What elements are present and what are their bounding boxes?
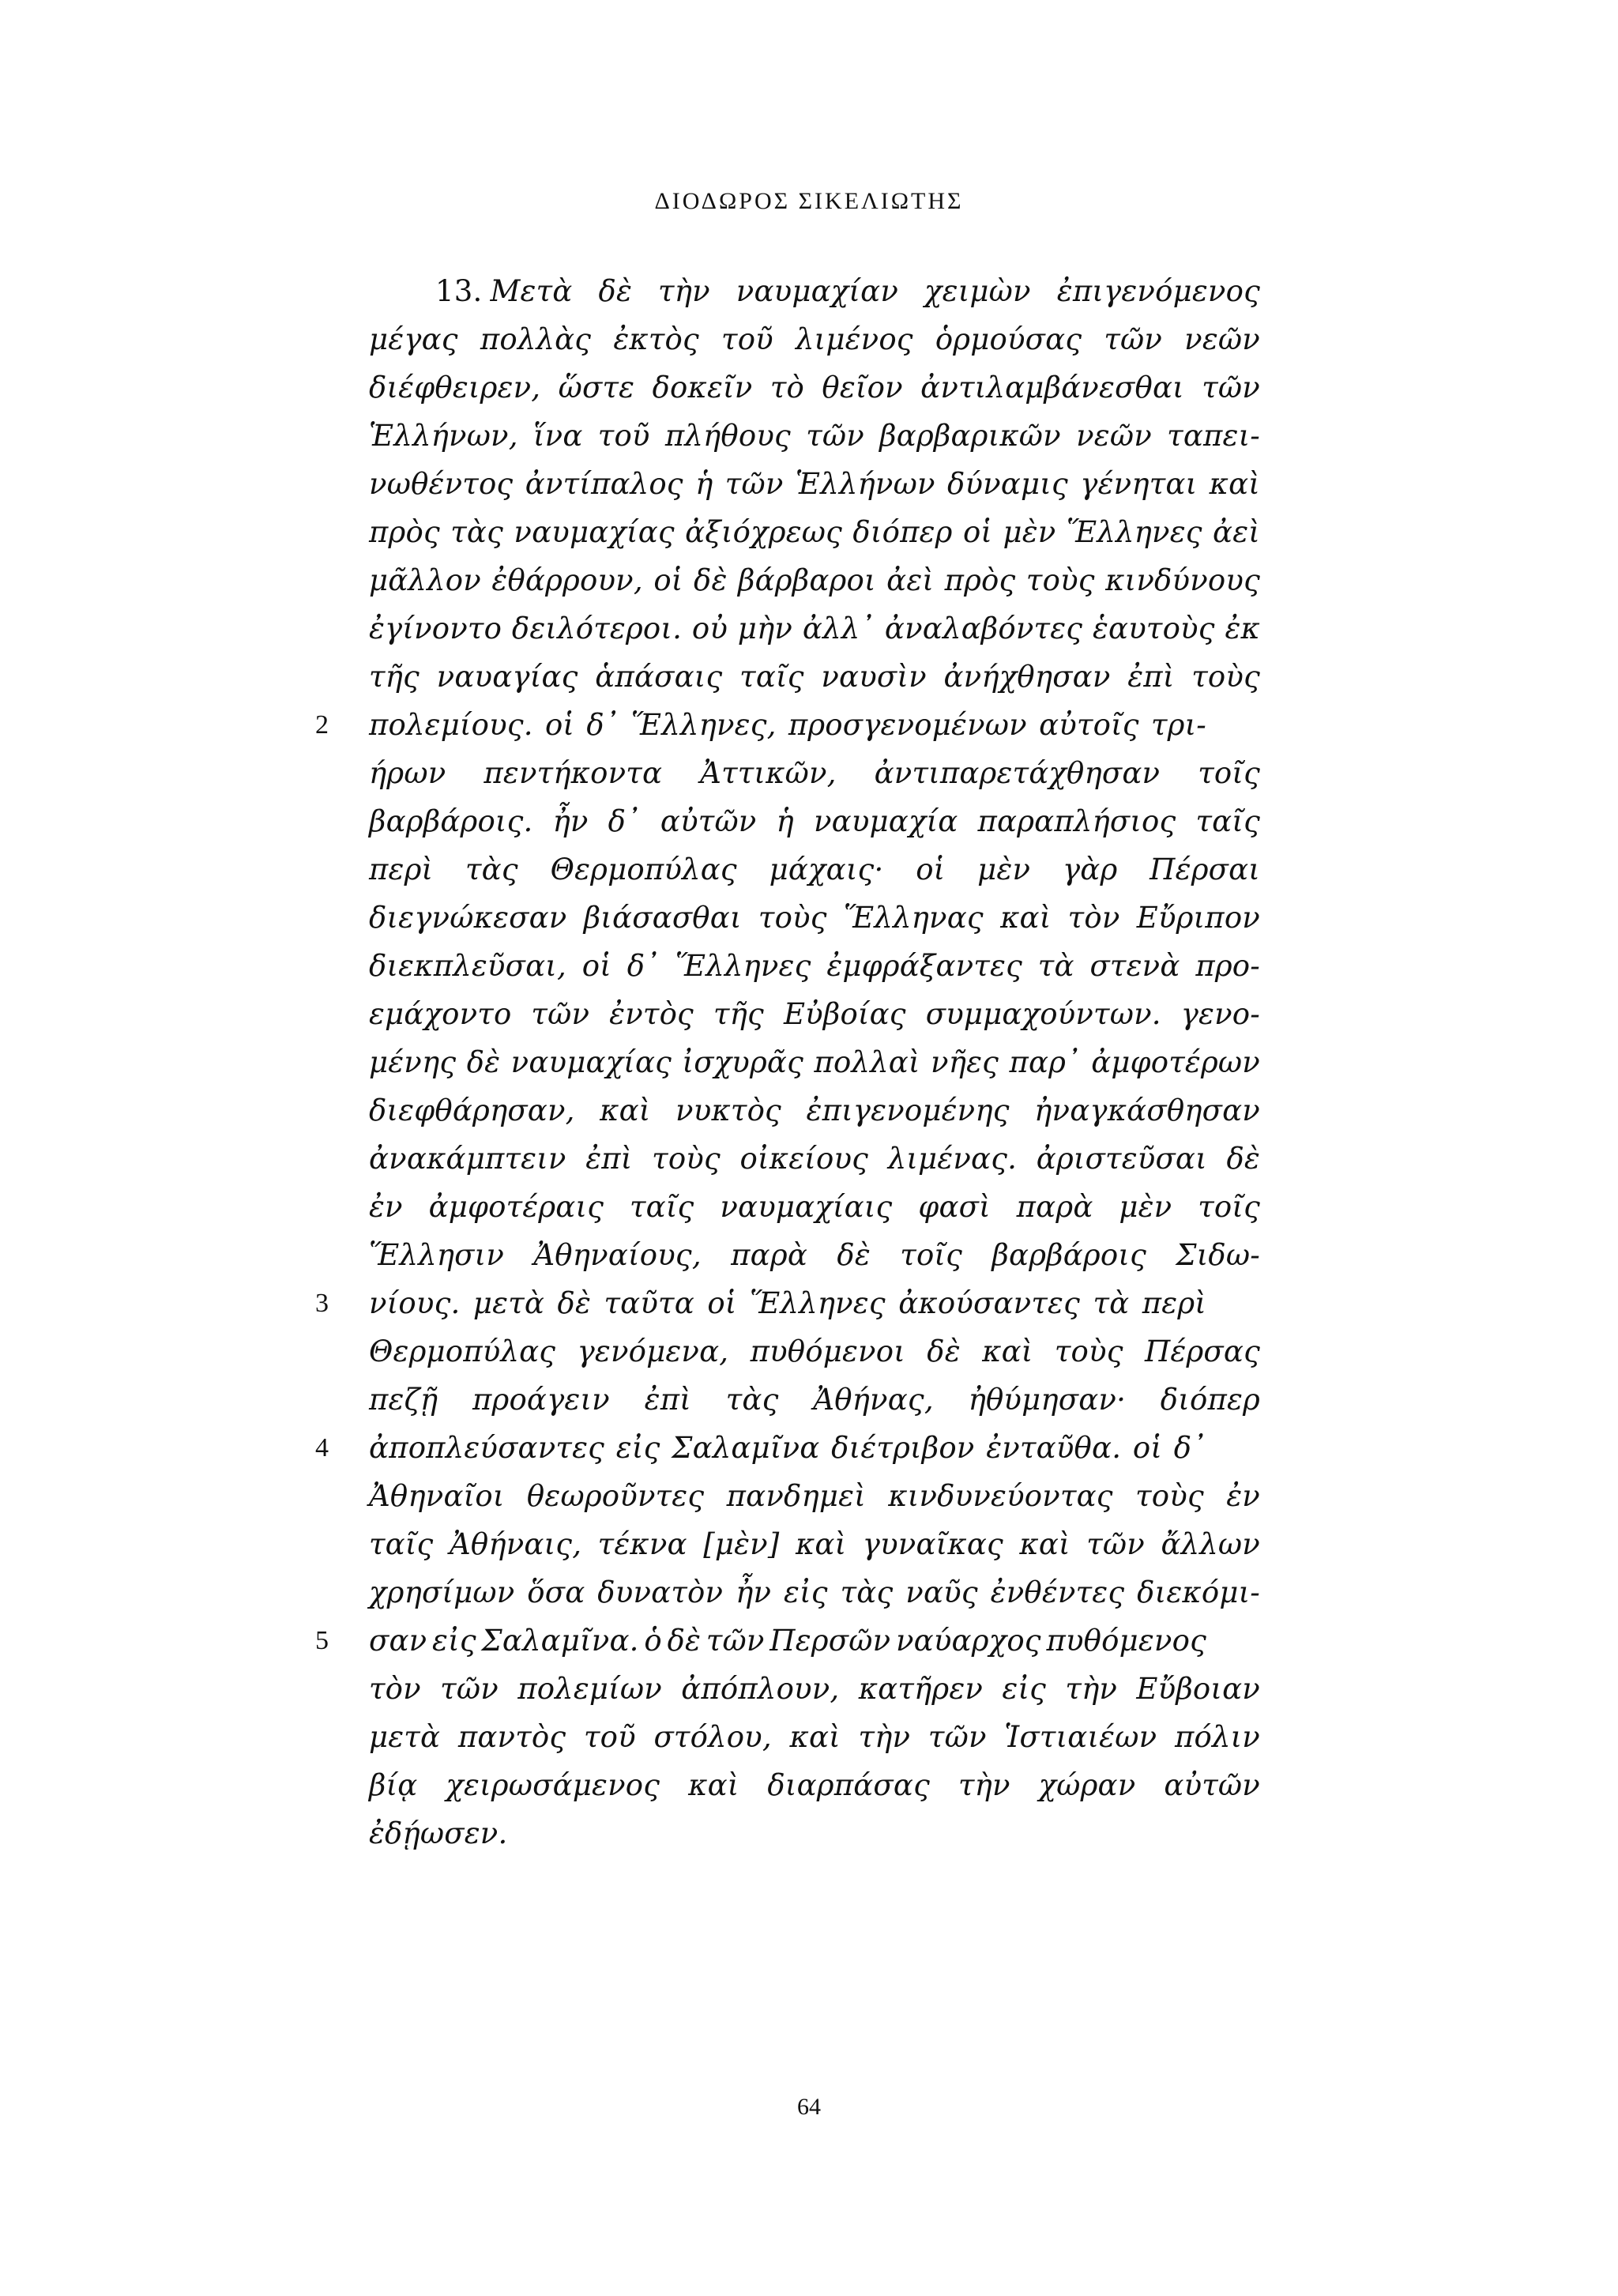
text-line: τῆς ναυαγίας ἁπάσαις ταῖς ναυσὶν ἀνήχθησαν ἐπὶ τοὺς [369,660,1260,694]
text-line: μᾶλλον ἐθάρρουν, οἱ δὲ βάρβαροι ἀεὶ πρὸς τοὺς κινδύνους [369,563,1260,597]
body-text [315,267,1260,1858]
text-line: Ἀθηναῖοι θεωροῦντες πανδημεὶ κινδυνεύοντας τοὺς ἐν [369,1479,1260,1513]
text-line: μένης δὲ ναυμαχίας ἰσχυρᾶς πολλαὶ νῆες παρ᾽ ἀμφοτέρων [369,1045,1260,1079]
running-head: ΔΙΟΔΩΡΟΣ ΣΙΚΕΛΙΩΤΗΣ [654,188,964,214]
text-line [315,701,1260,749]
chapter-number: 13. [435,274,483,308]
text-line: ἐγίνοντο δειλότεροι. οὐ μὴν ἀλλ᾽ ἀναλαβόντες ἑαυτοὺς ἐκ [369,612,1260,646]
text-line: ἀνακάμπτειν ἐπὶ τοὺς οἰκείους λιμένας. ἀριστεῦσαι δὲ [369,1142,1260,1176]
section-number: 3 [315,1289,329,1318]
text-line: διεφθάρησαν, καὶ νυκτὸς ἐπιγενομένης ἠναγκάσθησαν [369,1093,1260,1127]
text-line: ἐδῄωσεν. [369,1816,508,1850]
text-line: Ἕλλησιν Ἀθηναίους, παρὰ δὲ τοῖς βαρβάροις Σιδω- [369,1238,1260,1272]
text-line: Ἑλλήνων, ἵνα τοῦ πλήθους τῶν βαρβαρικῶν νεῶν ταπει- [369,419,1260,453]
text-line [369,267,1260,315]
text-line: ταῖς Ἀθήναις, τέκνα [μὲν] καὶ γυναῖκας καὶ τῶν ἄλλων [369,1527,1260,1561]
text-line: χρησίμων ὅσα δυνατὸν ἦν εἰς τὰς ναῦς ἐνθέντες διεκόμι- [369,1575,1260,1609]
text-line: νωθέντος ἀντίπαλος ἡ τῶν Ἑλλήνων δύναμις γένηται καὶ [369,467,1260,501]
text-line: μετὰ παντὸς τοῦ στόλου, καὶ τὴν τῶν Ἱστιαιέων πόλιν [369,1720,1260,1754]
line-text: Μετὰ δὲ τὴν ναυμαχίαν χειμὼν ἐπιγενόμενος [490,274,1260,308]
text-line: μέγας πολλὰς ἐκτὸς τοῦ λιμένος ὁρμούσας τῶν νεῶν [369,322,1260,356]
text-line: βίᾳ χειρωσάμενος καὶ διαρπάσας τὴν χώραν αὐτῶν [369,1768,1260,1802]
text-line [315,1424,1260,1472]
text-line: βαρβάροις. ἦν δ᾽ αὐτῶν ἡ ναυμαχία παραπλήσιος ταῖς [369,804,1260,838]
section-number: 2 [315,710,329,740]
text-line: ἐν ἀμφοτέραις ταῖς ναυμαχίαις φασὶ παρὰ μὲν τοῖς [369,1190,1260,1224]
text-line [315,1279,1260,1327]
text-line: πεζῇ προάγειν ἐπὶ τὰς Ἀθήνας, ἠθύμησαν· διόπερ [369,1383,1260,1417]
text-line: ήρων πεντήκοντα Ἀττικῶν, ἀντιπαρετάχθησαν τοῖς [369,756,1260,790]
section-number: 4 [315,1433,329,1462]
line-text: νίους. μετὰ δὲ ταῦτα οἱ Ἕλληνες ἀκούσαντες τὰ περὶ [369,1286,1206,1320]
text-line: διεκπλεῦσαι, οἱ δ᾽ Ἕλληνες ἐμφράξαντες τὰ στενὰ προ- [369,949,1260,983]
text-line: Θερμοπύλας γενόμενα, πυθόμενοι δὲ καὶ τοὺς Πέρσας [369,1334,1260,1368]
text-line: διέφθειρεν, ὥστε δοκεῖν τὸ θεῖον ἀντιλαμβάνεσθαι τῶν [369,371,1260,405]
text-line: τὸν τῶν πολεμίων ἀπόπλουν, κατῆρεν εἰς τὴν Εὔβοιαν [369,1672,1260,1706]
text-line: εμάχοντο τῶν ἐντὸς τῆς Εὐβοίας συμμαχούντων. γενο- [369,997,1260,1031]
line-text: πολεμίους. οἱ δ᾽ Ἕλληνες, προσγενομένων αὐτοῖς τρι- [369,708,1206,742]
text-line: διεγνώκεσαν βιάσασθαι τοὺς Ἕλληνας καὶ τὸν Εὔριπον [369,901,1260,935]
line-text: ἀποπλεύσαντες εἰς Σαλαμῖνα διέτριβον ἐνταῦθα. οἱ δ᾽ [369,1431,1206,1465]
line-text: σαν εἰς Σαλαμῖνα. ὁ δὲ τῶν Περσῶν ναύαρχος πυθόμενος [369,1624,1206,1658]
text-line [315,1617,1260,1665]
text-line: πρὸς τὰς ναυμαχίας ἀξιόχρεως διόπερ οἱ μὲν Ἕλληνες ἀεὶ [369,515,1260,549]
page-number: 64 [797,2094,821,2120]
text-line: περὶ τὰς Θερμοπύλας μάχαις· οἱ μὲν γὰρ Πέρσαι [369,853,1260,886]
section-number: 5 [315,1626,329,1655]
